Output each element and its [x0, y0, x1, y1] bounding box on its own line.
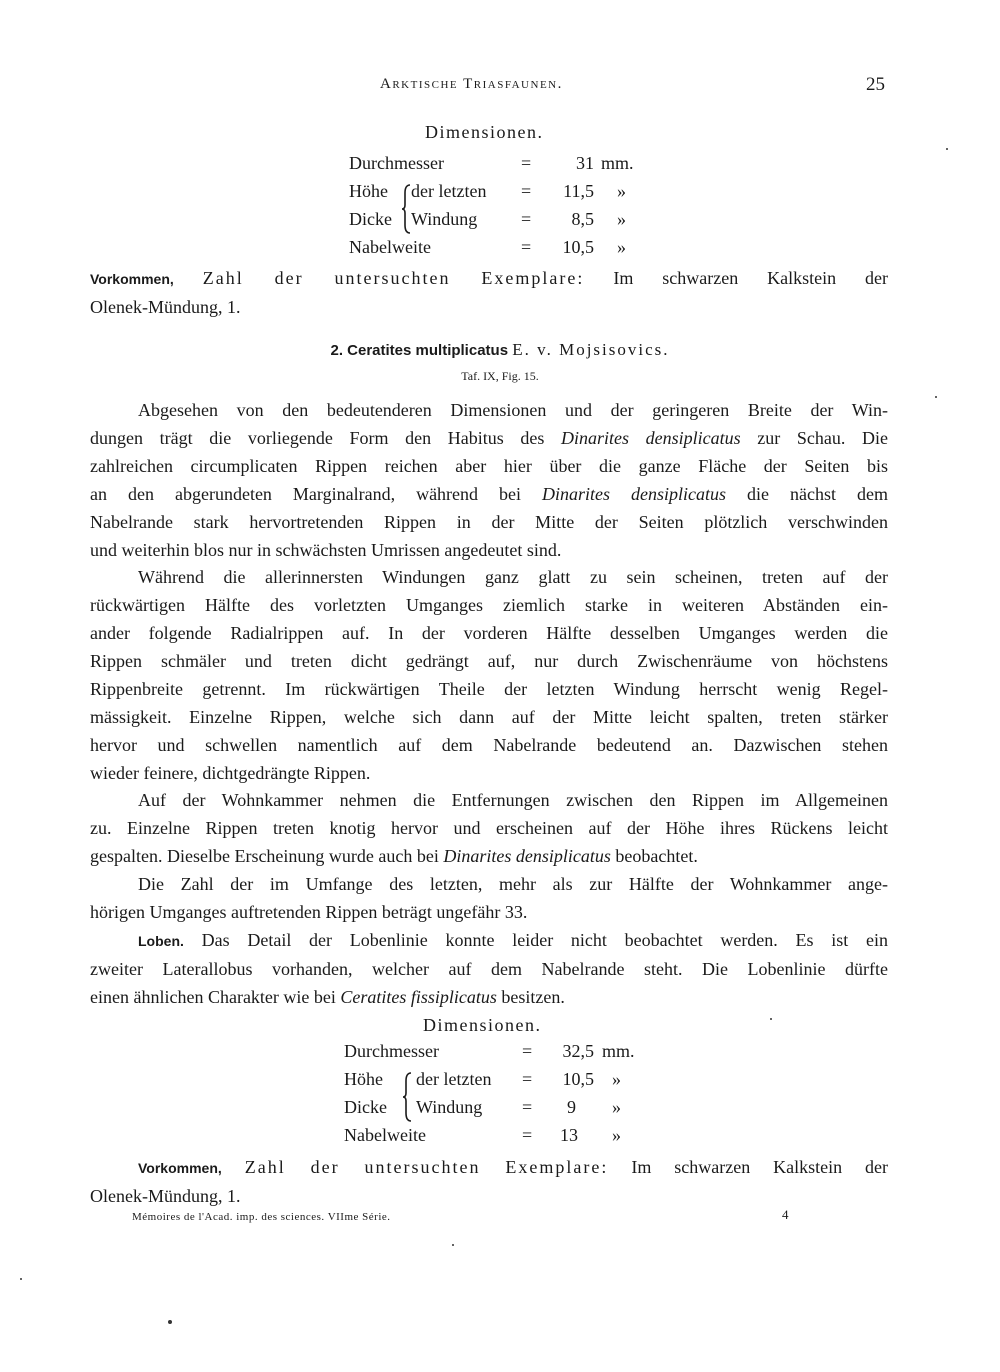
text-line: zu. Einzelne Rippen treten knotig hervor und erscheinen auf der Höhe ihres Rückens leicht	[90, 818, 888, 838]
dimension-label: Höhe	[349, 181, 388, 201]
dimension-sublabel: Windung	[411, 209, 478, 229]
taxon-name: Dinarites densiplicatus	[561, 428, 741, 448]
plate-reference: Taf. IX, Fig. 15.	[461, 369, 539, 383]
dimension-unit: »	[612, 1125, 621, 1145]
dimension-unit: »	[612, 1069, 621, 1089]
footer-note: Mémoires de l'Acad. imp. des sciences. VIIme Série.	[132, 1211, 391, 1223]
dimension-label: Nabelweite	[344, 1125, 426, 1145]
dimension-value: 11,5	[563, 181, 594, 201]
occurrence-paragraph	[90, 264, 888, 321]
equals-sign: =	[521, 153, 532, 173]
dimension-label: Nabelweite	[349, 237, 431, 257]
text-line: gespalten. Dieselbe Erscheinung wurde auch bei Dinarites densiplicatus beobachtet.	[90, 846, 698, 866]
body-paragraph	[90, 786, 888, 870]
brace-icon	[401, 183, 413, 235]
species-name: 2. Ceratites multiplicatus	[330, 342, 509, 359]
dimension-value: 32,5	[562, 1041, 594, 1061]
dimension-value: 31	[576, 153, 594, 173]
text-line: hörigen Umganges auftretenden Rippen beträgt ungefähr 33.	[90, 902, 528, 922]
text-line: rückwärtigen Hälfte des vorletzten Umganges ziemlich starke in weiteren Abständen ein-	[90, 595, 888, 615]
text-line: einen ähnlichen Charakter wie bei Ceratites fissiplicatus besitzen.	[90, 987, 565, 1007]
text-line: Nabelrande stark hervortretenden Rippen in der Mitte der Seiten plötzlich verschwinden	[90, 512, 888, 532]
occurrence-count-label: Zahl der untersuchten Exemplare:	[244, 1157, 609, 1177]
dimension-unit: mm.	[602, 1041, 635, 1061]
occurrence-paragraph	[90, 1153, 888, 1210]
taxon-name: Ceratites fissiplicatus	[340, 987, 497, 1007]
dimension-unit: »	[617, 181, 626, 201]
section-label: Loben.	[138, 933, 184, 949]
occurrence-location: Im schwarzen Kalkstein der	[613, 268, 889, 288]
print-speck	[452, 1244, 454, 1246]
taxon-name: Dinarites densiplicatus	[443, 846, 611, 866]
dimension-unit: mm.	[601, 153, 634, 173]
text-line: dungen trägt die vorliegende Form den Habitus des Dinarites densiplicatus zur Schau. Die	[90, 428, 889, 448]
equals-sign: =	[521, 209, 532, 229]
dimension-value: 10,5	[562, 237, 594, 257]
occurrence-location-cont: Olenek-Mündung, 1.	[90, 1186, 241, 1206]
body-paragraph	[90, 563, 888, 787]
dimension-sublabel: der letzten	[416, 1069, 492, 1089]
dimension-value: 10,5	[562, 1069, 594, 1089]
dimension-unit: »	[612, 1097, 621, 1117]
dimension-unit: »	[617, 237, 626, 257]
equals-sign: =	[521, 181, 532, 201]
dimensions-heading: Dimensionen.	[425, 122, 544, 142]
body-paragraph	[90, 396, 888, 564]
text-line: hervor und schwellen namentlich auf dem Nabelrande bedeutend an. Dazwischen stehen	[90, 735, 888, 755]
species-author: E. v. Mojsisovics.	[512, 340, 670, 359]
occurrence-count-label: Zahl der untersuchten Exemplare:	[202, 268, 585, 288]
equals-sign: =	[522, 1097, 533, 1117]
equals-sign: =	[521, 237, 532, 257]
dimension-label: Durchmesser	[344, 1041, 439, 1061]
body-paragraph	[90, 926, 888, 1011]
text-line: an den abgerundeten Marginalrand, während bei Dinarites densiplicatus die nächst dem	[90, 484, 888, 504]
occurrence-label: Vorkommen,	[90, 271, 174, 287]
dimension-value: 13	[560, 1125, 578, 1145]
text-line: Abgesehen von den bedeutenderen Dimensionen und der geringeren Breite der Win-	[138, 400, 888, 420]
dimension-label: Durchmesser	[349, 153, 444, 173]
occurrence-location-cont: Olenek-Mündung, 1.	[90, 297, 241, 317]
dimension-unit: »	[617, 209, 626, 229]
equals-sign: =	[522, 1041, 533, 1061]
print-speck	[946, 148, 948, 150]
text-line: Die Zahl der im Umfange des letzten, mehr als zur Hälfte der Wohnkammer ange-	[138, 874, 888, 894]
occurrence-label: Vorkommen,	[138, 1160, 222, 1176]
page-number: 25	[866, 74, 885, 95]
dimension-value: 9	[567, 1097, 576, 1117]
signature-mark: 4	[782, 1207, 789, 1222]
occurrence-location: Im schwarzen Kalkstein der	[631, 1157, 889, 1177]
dimension-sublabel: Windung	[416, 1097, 483, 1117]
dimension-sublabel: der letzten	[411, 181, 487, 201]
text-line: Während die allerinnersten Windungen ganz glatt zu sein scheinen, treten auf der	[138, 567, 888, 587]
text-line: und weiterhin blos nur in schwächsten Umrissen angedeutet sind.	[90, 540, 562, 560]
print-speck	[935, 396, 937, 398]
text-line: mässigkeit. Einzelne Rippen, welche sich dann auf der Mitte leicht spalten, treten stärker	[90, 707, 888, 727]
dimensions-heading: Dimensionen.	[423, 1015, 542, 1035]
dimension-label: Dicke	[349, 209, 392, 229]
taxon-name: Dinarites densiplicatus	[542, 484, 727, 504]
text-line: zahlreichen circumplicaten Rippen reichen aber hier über die ganze Fläche der Seiten bis	[90, 456, 888, 476]
text-line: wieder feinere, dichtgedrängte Rippen.	[90, 763, 371, 783]
dimension-label: Höhe	[344, 1069, 383, 1089]
text-line: Rippen schmäler und treten dicht gedrängt auf, nur durch Zwischenräume von höchstens	[90, 651, 888, 671]
brace-icon	[402, 1071, 414, 1123]
equals-sign: =	[522, 1069, 533, 1089]
text-line: Loben. Das Detail der Lobenlinie konnte leider nicht beobachtet werden. Es ist ein	[138, 930, 888, 950]
print-speck	[20, 1278, 22, 1280]
dimension-label: Dicke	[344, 1097, 387, 1117]
body-paragraph	[90, 870, 888, 926]
running-header-title: Arktische Triasfaunen.	[380, 76, 563, 92]
text-line: Auf der Wohnkammer nehmen die Entfernungen zwischen den Rippen im Allgemeinen	[138, 790, 888, 810]
equals-sign: =	[522, 1125, 533, 1145]
print-speck	[770, 1018, 772, 1020]
text-line: Rippenbreite getrennt. Im rückwärtigen Theile der letzten Windung herrscht wenig Regel-	[90, 679, 888, 699]
species-heading	[0, 340, 1000, 360]
text-line: zweiter Laterallobus vorhanden, welcher auf dem Nabelrande steht. Die Lobenlinie dürfte	[90, 959, 888, 979]
text-line: ander folgende Radialrippen auf. In der vorderen Hälfte desselben Umganges werden die	[90, 623, 888, 643]
dimension-value: 8,5	[571, 209, 594, 229]
print-speck	[168, 1320, 172, 1324]
